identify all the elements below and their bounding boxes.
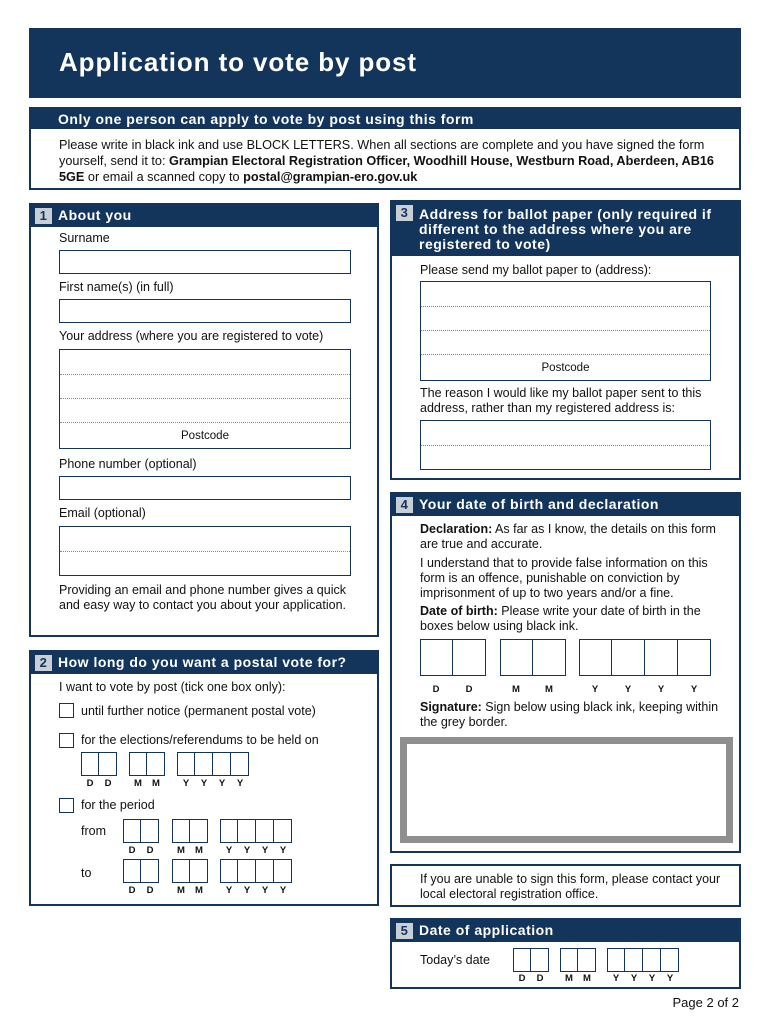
digit-box[interactable] xyxy=(129,752,147,776)
declaration-text xyxy=(420,522,720,552)
date-letter: Y xyxy=(690,684,698,695)
understand-text: I understand that to provide false information on this form is an offence, punishable on conviction by imprisonment of up to two years and/or a fine. xyxy=(420,556,708,600)
section-heading xyxy=(392,202,739,256)
dob-body: Please write your date of birth in the boxes below using black ink. xyxy=(420,604,701,633)
section-title: Date of application xyxy=(419,922,554,938)
dob-bold: Date of birth: xyxy=(420,604,498,618)
from-label: from xyxy=(81,824,106,838)
section-title: How long do you want a postal vote for? xyxy=(58,654,347,670)
date-letter: Y xyxy=(657,684,665,695)
date-letter: Y xyxy=(225,885,233,896)
digit-box[interactable] xyxy=(231,752,249,776)
unable-to-sign-text: If you are unable to sign this form, please contact your local electoral registration office. xyxy=(420,872,721,901)
date-letter: D xyxy=(86,778,94,789)
section-title: Address for ballot paper (only required if different to the address where you are registered to vote) xyxy=(419,206,712,252)
page-title: Application to vote by post xyxy=(59,47,417,77)
page-number: Page 2 of 2 xyxy=(672,995,739,1010)
date-letter: D xyxy=(128,885,136,896)
section-postal-vote-length xyxy=(29,650,379,906)
digit-box[interactable] xyxy=(579,639,612,676)
contact-note: Providing an email and phone number gives a quick and easy way to contact you about your application. xyxy=(59,583,346,612)
digit-box[interactable] xyxy=(190,859,208,883)
section-title: Your date of birth and declaration xyxy=(419,496,659,512)
digit-box[interactable] xyxy=(256,819,274,843)
digit-box[interactable] xyxy=(625,948,643,972)
signature-body: Sign below using black ink, keeping within the grey border. xyxy=(420,700,719,729)
digit-box[interactable] xyxy=(172,859,190,883)
digit-box[interactable] xyxy=(195,752,213,776)
digit-box[interactable] xyxy=(238,859,256,883)
address-field[interactable] xyxy=(59,349,351,449)
digit-box[interactable] xyxy=(147,752,165,776)
digit-box[interactable] xyxy=(220,819,238,843)
digit-box[interactable] xyxy=(213,752,231,776)
unable-to-sign-box xyxy=(390,864,741,907)
date-letter: Y xyxy=(279,885,287,896)
digit-box[interactable] xyxy=(578,948,596,972)
postcode-label: Postcode xyxy=(181,430,229,442)
digit-box[interactable] xyxy=(172,819,190,843)
date-letter: Y xyxy=(218,778,226,789)
date-letter: Y xyxy=(630,973,638,984)
dotted-line xyxy=(421,354,710,355)
digit-box[interactable] xyxy=(141,819,159,843)
date-letter: M xyxy=(195,885,203,896)
dotted-line xyxy=(60,398,350,399)
postcode-label: Postcode xyxy=(541,362,590,374)
digit-box[interactable] xyxy=(274,859,292,883)
phone-field[interactable] xyxy=(59,476,351,500)
dotted-line xyxy=(421,445,710,446)
intro-text-part: or email a scanned copy to xyxy=(84,170,244,184)
date-letter: M xyxy=(583,973,591,984)
digit-box[interactable] xyxy=(560,948,578,972)
dob-year[interactable] xyxy=(579,639,711,676)
date-letter: Y xyxy=(243,845,251,856)
intro-text-part: Please write in black ink and use BLOCK LETTERS. When all sections are complete and you have signed the form yourself, send it to: xyxy=(59,138,705,168)
date-letter: D xyxy=(536,973,544,984)
section-dob-declaration xyxy=(390,492,741,853)
date-letter: D xyxy=(432,684,440,695)
digit-box[interactable] xyxy=(256,859,274,883)
date-letter: M xyxy=(512,684,520,695)
digit-box[interactable] xyxy=(177,752,195,776)
date-letter: Y xyxy=(612,973,620,984)
today-month[interactable] xyxy=(560,948,596,972)
to-year[interactable] xyxy=(220,859,292,883)
email-label: Email (optional) xyxy=(59,506,146,520)
elections-label: for the elections/referendums to be held on xyxy=(81,733,319,747)
permanent-vote-label: until further notice (permanent postal vote) xyxy=(81,704,316,718)
digit-box[interactable] xyxy=(500,639,533,676)
digit-box[interactable] xyxy=(420,639,453,676)
address-label: Your address (where you are registered to vote) xyxy=(59,329,324,343)
date-letter: Y xyxy=(648,973,656,984)
digit-box[interactable] xyxy=(513,948,531,972)
digit-box[interactable] xyxy=(533,639,566,676)
date-letter: Y xyxy=(236,778,244,789)
signature-box[interactable] xyxy=(400,737,733,843)
section-number: 5 xyxy=(396,923,413,939)
digit-box[interactable] xyxy=(220,859,238,883)
declaration-body: As far as I know, the details on this form are true and accurate. xyxy=(420,522,716,551)
elections-day[interactable] xyxy=(81,752,117,776)
surname-field[interactable] xyxy=(59,250,351,274)
section-ballot-address xyxy=(390,200,741,480)
to-month[interactable] xyxy=(172,859,208,883)
date-letter: Y xyxy=(591,684,599,695)
date-letter: M xyxy=(177,885,185,896)
dotted-line xyxy=(421,330,710,331)
date-letter: D xyxy=(128,845,136,856)
digit-box[interactable] xyxy=(453,639,486,676)
digit-box[interactable] xyxy=(274,819,292,843)
section-date-of-application xyxy=(390,918,741,989)
date-letter: Y xyxy=(200,778,208,789)
todays-date-label: Today’s date xyxy=(420,953,490,967)
date-letter: Y xyxy=(225,845,233,856)
date-letter: Y xyxy=(261,845,269,856)
section-number: 4 xyxy=(396,497,413,513)
send-address-label: Please send my ballot paper to (address): xyxy=(420,263,652,277)
date-letter: M xyxy=(177,845,185,856)
to-label: to xyxy=(81,866,92,880)
period-label: for the period xyxy=(81,798,155,812)
section-number: 1 xyxy=(35,208,52,224)
section-number: 2 xyxy=(35,655,52,671)
digit-box[interactable] xyxy=(678,639,711,676)
date-letter: Y xyxy=(624,684,632,695)
dob-month[interactable] xyxy=(500,639,566,676)
dob-text xyxy=(420,604,725,634)
section-about-you xyxy=(29,203,379,637)
tick-instruction: I want to vote by post (tick one box only): xyxy=(59,680,286,694)
first-names-label: First name(s) (in full) xyxy=(59,280,174,294)
elections-month[interactable] xyxy=(129,752,165,776)
section-heading xyxy=(31,652,377,674)
section-number: 3 xyxy=(396,205,413,221)
section-heading xyxy=(31,205,377,227)
signature-bold: Signature: xyxy=(420,700,482,714)
digit-box[interactable] xyxy=(99,752,117,776)
from-year[interactable] xyxy=(220,819,292,843)
dob-day[interactable] xyxy=(420,639,486,676)
digit-box[interactable] xyxy=(123,859,141,883)
digit-box[interactable] xyxy=(123,819,141,843)
dotted-line xyxy=(421,306,710,307)
date-letter: Y xyxy=(243,885,251,896)
today-year[interactable] xyxy=(607,948,679,972)
first-names-field[interactable] xyxy=(59,299,351,323)
reason-label: The reason I would like my ballot paper sent to this address, rather than my registered address is: xyxy=(420,386,702,415)
surname-label: Surname xyxy=(59,231,110,245)
intro-box xyxy=(29,107,741,190)
date-letter: M xyxy=(565,973,573,984)
dotted-line xyxy=(60,551,350,552)
from-day[interactable] xyxy=(123,819,159,843)
digit-box[interactable] xyxy=(531,948,549,972)
intro-text xyxy=(59,137,719,185)
dotted-line xyxy=(60,374,350,375)
date-letter: D xyxy=(465,684,473,695)
digit-box[interactable] xyxy=(607,948,625,972)
digit-box[interactable] xyxy=(661,948,679,972)
section-heading xyxy=(392,920,739,942)
intro-heading: Only one person can apply to vote by post using this form xyxy=(31,109,739,129)
email-field[interactable] xyxy=(59,526,351,576)
title-banner xyxy=(29,28,741,98)
digit-box[interactable] xyxy=(645,639,678,676)
date-letter: D xyxy=(146,845,154,856)
elections-checkbox[interactable] xyxy=(59,733,74,748)
date-letter: Y xyxy=(182,778,190,789)
date-letter: M xyxy=(152,778,160,789)
dotted-line xyxy=(60,422,350,423)
date-letter: D xyxy=(104,778,112,789)
date-letter: Y xyxy=(666,973,674,984)
section-title: About you xyxy=(58,207,132,223)
digit-box[interactable] xyxy=(612,639,645,676)
reason-field[interactable] xyxy=(420,420,711,470)
date-letter: M xyxy=(545,684,553,695)
intro-address: Grampian Electoral Registration Officer, Woodhill House, Westburn Road, Aberdeen, AB16 5GE xyxy=(59,154,714,184)
today-day[interactable] xyxy=(513,948,549,972)
from-month[interactable] xyxy=(172,819,208,843)
permanent-vote-checkbox[interactable] xyxy=(59,703,74,718)
ballot-address-field[interactable] xyxy=(420,281,711,381)
date-letter: M xyxy=(195,845,203,856)
date-letter: Y xyxy=(279,845,287,856)
date-letter: D xyxy=(146,885,154,896)
digit-box[interactable] xyxy=(141,859,159,883)
digit-box[interactable] xyxy=(238,819,256,843)
digit-box[interactable] xyxy=(643,948,661,972)
date-letter: M xyxy=(134,778,142,789)
elections-year[interactable] xyxy=(177,752,249,776)
digit-box[interactable] xyxy=(81,752,99,776)
declaration-bold: Declaration: xyxy=(420,522,493,536)
signature-text xyxy=(420,700,725,730)
section-heading xyxy=(392,494,739,516)
date-letter: D xyxy=(518,973,526,984)
to-day[interactable] xyxy=(123,859,159,883)
digit-box[interactable] xyxy=(190,819,208,843)
phone-label: Phone number (optional) xyxy=(59,457,197,471)
period-checkbox[interactable] xyxy=(59,798,74,813)
intro-email: postal@grampian-ero.gov.uk xyxy=(243,170,418,184)
date-letter: Y xyxy=(261,885,269,896)
